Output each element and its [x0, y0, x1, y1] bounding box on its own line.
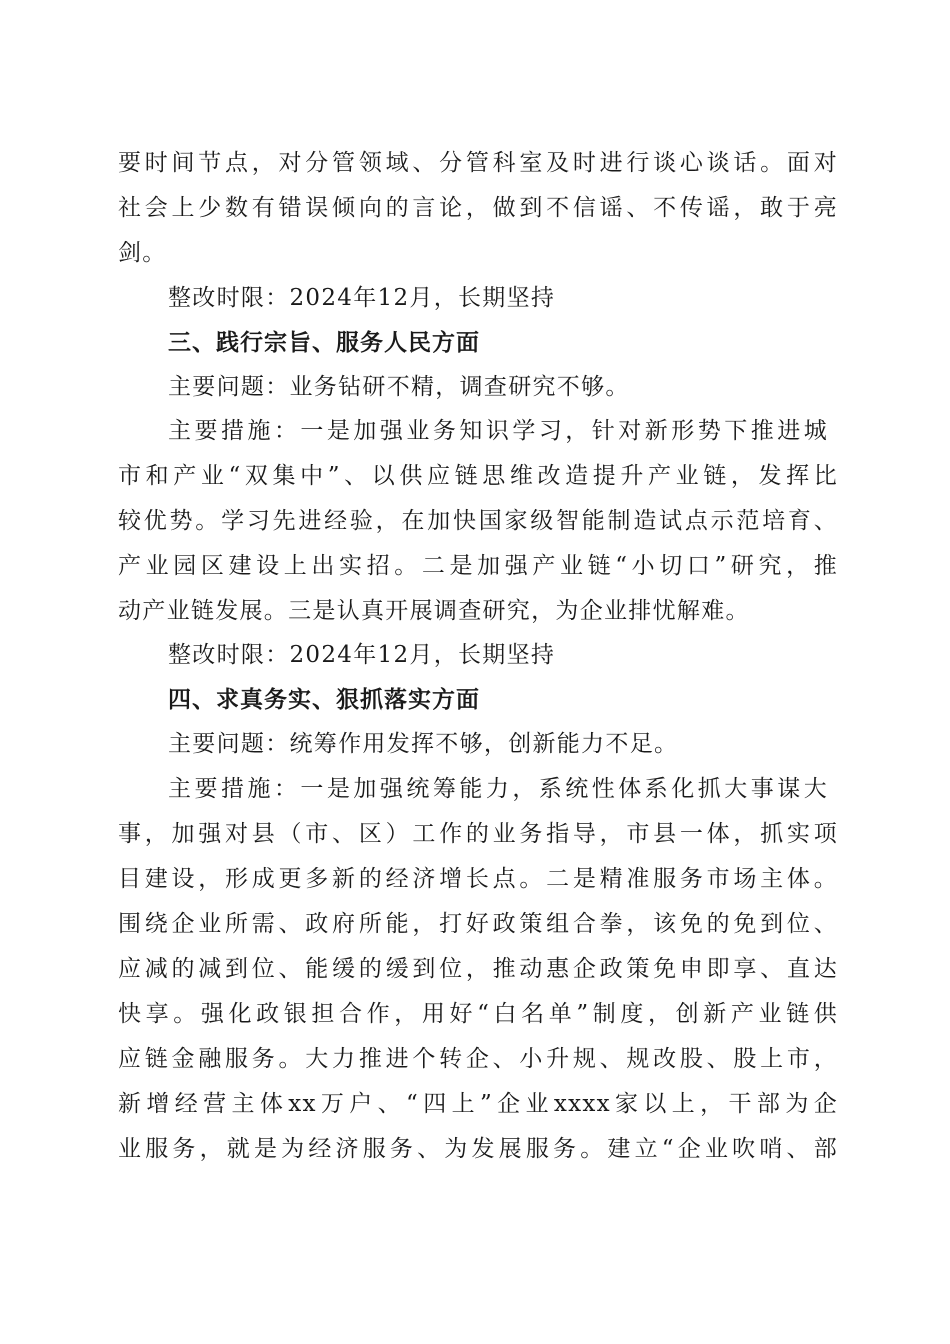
paragraph-line: 目建设，形成更多新的经济增长点。二是精准服务市场主体。	[118, 866, 838, 892]
paragraph-line: 剑。	[118, 240, 167, 266]
measures-line: 主要措施：一是加强统筹能力，系统性体系化抓大事谋大	[168, 776, 828, 802]
paragraph-line: 事，加强对县（市、区）工作的业务指导，市县一体，抓实项	[118, 821, 838, 847]
paragraph-line: 应减的减到位、能缓的缓到位，推动惠企政策免申即享、直达	[118, 956, 838, 982]
section-heading: 四、求真务实、狠抓落实方面	[168, 687, 480, 713]
measures-line: 主要措施：一是加强业务知识学习，针对新形势下推进城	[168, 418, 828, 444]
paragraph-line: 社会上少数有错误倾向的言论，做到不信谣、不传谣，敢于亮	[118, 195, 838, 221]
paragraph-line: 应链金融服务。大力推进个转企、小升规、规改股、股上市，	[118, 1046, 838, 1072]
paragraph-line: 动产业链发展。三是认真开展调查研究，为企业排忧解难。	[118, 598, 750, 624]
paragraph-line: 产业园区建设上出实招。二是加强产业链“小切口”研究，推	[118, 553, 838, 579]
problem-line: 主要问题：统筹作用发挥不够，创新能力不足。	[168, 731, 679, 757]
paragraph-line: 业服务，就是为经济服务、为发展服务。建立“企业吹哨、部	[118, 1136, 838, 1162]
paragraph-line: 新增经营主体xx万户、“四上”企业xxxx家以上，干部为企	[118, 1091, 838, 1117]
paragraph-line: 要时间节点，对分管领域、分管科室及时进行谈心谈话。面对	[118, 150, 838, 176]
paragraph-line: 较优势。学习先进经验，在加快国家级智能制造试点示范培育、	[118, 508, 838, 534]
paragraph-line: 围绕企业所需、政府所能，打好政策组合拳，该免的免到位、	[118, 911, 838, 937]
problem-line: 主要问题：业务钻研不精，调查研究不够。	[168, 374, 630, 400]
deadline-line: 整改时限：2024年12月，长期坚持	[168, 285, 556, 311]
deadline-line: 整改时限：2024年12月，长期坚持	[168, 642, 556, 668]
paragraph-line: 快享。强化政银担合作，用好“白名单”制度，创新产业链供	[118, 1001, 838, 1027]
paragraph-line: 市和产业“双集中”、以供应链思维改造提升产业链，发挥比	[118, 463, 838, 489]
section-heading: 三、践行宗旨、服务人民方面	[168, 330, 480, 356]
